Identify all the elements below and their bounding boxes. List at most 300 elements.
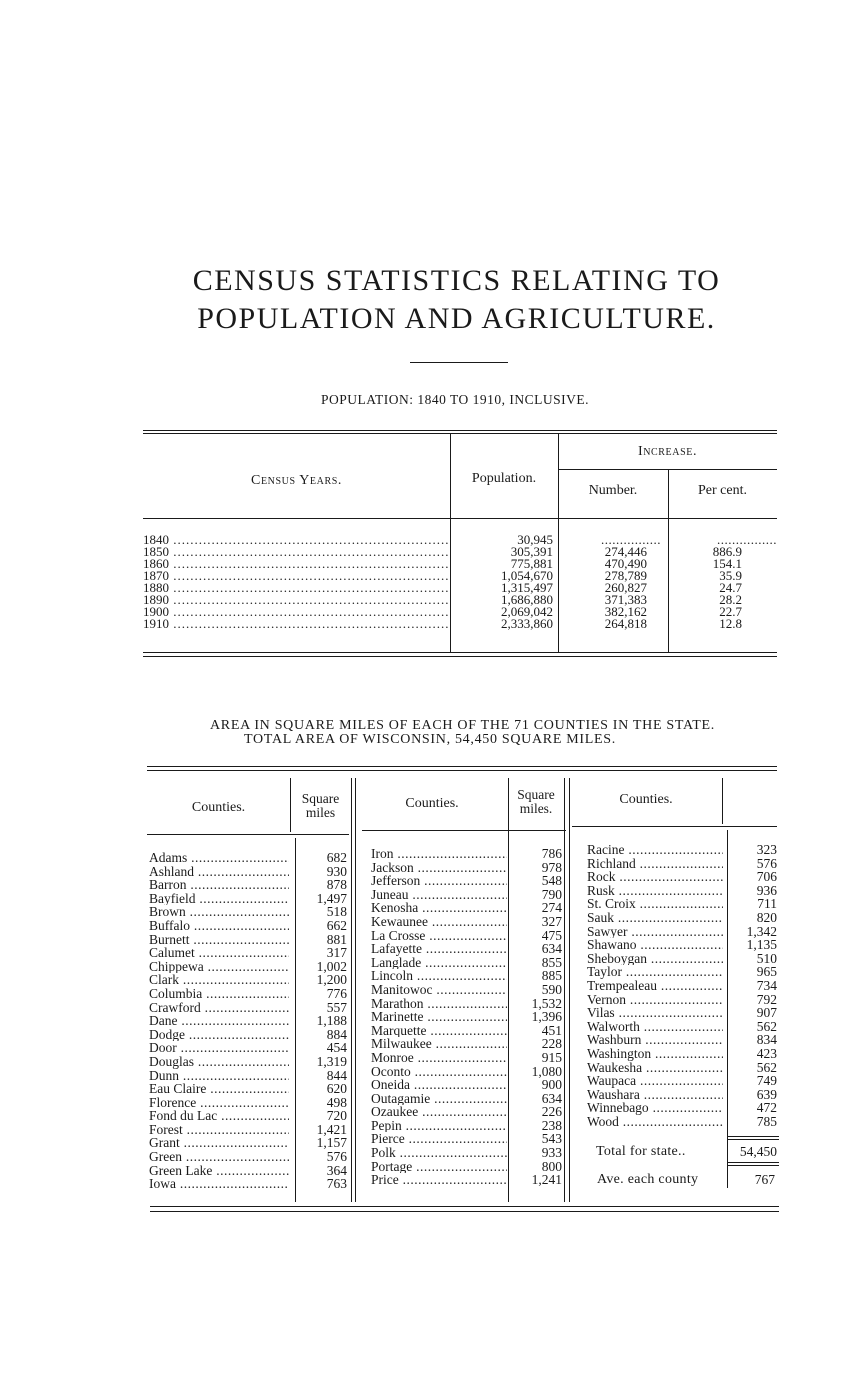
table-row <box>149 905 347 919</box>
table-row <box>587 1033 777 1047</box>
percent-cell: 24.7 <box>719 580 742 595</box>
table-row <box>371 969 562 983</box>
county-area: 907 <box>756 1005 777 1021</box>
table-row <box>371 1065 562 1079</box>
population-cell: 30,945 <box>517 532 553 547</box>
county-name: Lafayette ..... <box>371 942 507 956</box>
table-row <box>149 1109 347 1123</box>
table-row <box>149 865 347 879</box>
county-area: 711 <box>757 896 777 912</box>
county-area: 1,135 <box>746 937 777 953</box>
county-area: 639 <box>756 1086 777 1102</box>
table-row <box>143 534 777 546</box>
county-name: Oconto ..... <box>371 1065 507 1079</box>
col-counties-1: Counties. <box>191 800 246 815</box>
number-cell: 264,818 <box>604 616 647 631</box>
population-cell: 2,333,860 <box>501 616 553 631</box>
table-row <box>371 997 562 1011</box>
average-value: 767 <box>754 1172 775 1187</box>
table-row <box>371 1132 562 1146</box>
county-area: 786 <box>541 846 562 861</box>
table-row <box>587 1061 777 1075</box>
county-name: La Crosse ..... <box>371 929 507 943</box>
area-div-4 <box>564 778 565 1202</box>
county-area: 706 <box>756 869 777 885</box>
county-name: Sauk ..... <box>587 911 723 925</box>
county-name: Brown ..... <box>149 905 289 919</box>
table-row <box>149 1055 347 1069</box>
county-area: 327 <box>541 913 562 929</box>
table-row <box>143 594 777 606</box>
table-row <box>149 851 347 865</box>
table-row <box>371 1024 562 1038</box>
table-row <box>587 870 777 884</box>
area-div-4b <box>569 778 570 1202</box>
table-row <box>371 1051 562 1065</box>
county-name: Marathon ..... <box>371 997 507 1011</box>
area-bottom-rule-2 <box>150 1211 779 1212</box>
county-area: 749 <box>756 1073 777 1089</box>
population-heading: POPULATION: 1840 TO 1910, INCLUSIVE. <box>320 392 589 407</box>
county-area: 1,241 <box>531 1172 562 1188</box>
county-area: 820 <box>756 909 777 925</box>
percent-cell: 886.9 <box>712 544 742 559</box>
col-sqmi-1a: Square <box>301 791 340 806</box>
area-div-2 <box>351 778 352 1202</box>
table-row <box>587 1088 777 1102</box>
page-title-line1: CENSUS STATISTICS RELATING TO <box>192 264 721 297</box>
table-row <box>371 1078 562 1092</box>
table-row <box>143 582 777 594</box>
number-cell: 371,383 <box>604 592 647 607</box>
table-row <box>149 960 347 974</box>
population-cell: 305,391 <box>510 544 553 559</box>
county-name: Pepin ..... <box>371 1119 507 1133</box>
county-area: 576 <box>326 1149 347 1165</box>
county-area: 792 <box>756 991 777 1007</box>
table-row <box>149 1123 347 1137</box>
county-name: Ozaukee ..... <box>371 1105 507 1119</box>
number-cell: ................ <box>601 532 661 547</box>
pop-top-rule-2 <box>143 433 777 434</box>
county-name: Eau Claire ..... <box>149 1082 289 1096</box>
county-area: 228 <box>541 1036 562 1052</box>
county-name: Price ..... <box>371 1173 507 1187</box>
table-row <box>371 847 562 861</box>
county-name: Grant ..... <box>149 1136 289 1150</box>
county-name: Dodge ..... <box>149 1028 289 1042</box>
table-row <box>371 983 562 997</box>
county-area: 763 <box>326 1176 347 1192</box>
table-row <box>371 1146 562 1160</box>
county-name: Calumet ..... <box>149 946 289 960</box>
county-name: Chippewa ..... <box>149 960 289 974</box>
area-column-2 <box>371 847 562 1187</box>
county-area: 933 <box>541 1145 562 1161</box>
county-name: Kenosha ..... <box>371 901 507 915</box>
table-row <box>143 558 777 570</box>
population-cell: 1,686,880 <box>501 592 553 607</box>
table-row <box>143 546 777 558</box>
table-row <box>371 1105 562 1119</box>
table-row <box>149 1001 347 1015</box>
table-row <box>149 1096 347 1110</box>
county-area: 1,396 <box>531 1009 562 1025</box>
table-row <box>149 1082 347 1096</box>
county-name: Sawyer ..... <box>587 925 723 939</box>
county-area: 472 <box>756 1100 777 1116</box>
county-name: Oneida ..... <box>371 1078 507 1092</box>
pop-bottom-rule-2 <box>143 656 777 657</box>
table-row <box>149 1041 347 1055</box>
table-row <box>149 919 347 933</box>
county-name: Pierce ..... <box>371 1132 507 1146</box>
county-name: Portage ..... <box>371 1160 507 1174</box>
population-cell: 1,315,497 <box>501 580 553 595</box>
table-row <box>587 1115 777 1129</box>
col-census-years: Census Years. <box>251 473 342 488</box>
col-sqmi-2a: Square <box>517 787 555 802</box>
county-name: Iron ..... <box>371 847 507 861</box>
county-area: 562 <box>756 1018 777 1034</box>
county-name: Marquette ..... <box>371 1024 507 1038</box>
table-row <box>371 956 562 970</box>
table-row <box>149 987 347 1001</box>
county-area: 855 <box>541 954 562 970</box>
table-row <box>143 618 777 630</box>
table-row <box>149 1136 347 1150</box>
county-area: 518 <box>326 904 347 920</box>
average-label: Ave. each county <box>597 1172 699 1187</box>
table-row <box>587 911 777 925</box>
county-area: 800 <box>541 1158 562 1174</box>
table-row <box>371 901 562 915</box>
increase-underline <box>558 469 777 470</box>
title-divider <box>410 362 508 363</box>
county-area: 557 <box>326 999 347 1015</box>
county-area: 634 <box>541 941 562 957</box>
col-percent: Per cent. <box>698 483 747 498</box>
county-name: Kewaunee ..... <box>371 915 507 929</box>
percent-cell: 22.7 <box>719 604 742 619</box>
county-name: Barron ..... <box>149 878 289 892</box>
county-name: Winnebago ..... <box>587 1101 723 1115</box>
county-name: Rock ..... <box>587 870 723 884</box>
county-area: 620 <box>326 1081 347 1097</box>
number-cell: 274,446 <box>604 544 647 559</box>
county-name: Outagamie ..... <box>371 1092 507 1106</box>
county-name: Columbia ..... <box>149 987 289 1001</box>
table-row <box>587 1074 777 1088</box>
county-name: Vilas ..... <box>587 1006 723 1020</box>
table-row <box>371 1173 562 1187</box>
table-row <box>149 973 347 987</box>
col-sqmi-1b: miles <box>305 805 336 820</box>
county-area: 785 <box>756 1113 777 1129</box>
area-header-rule-2 <box>362 830 566 831</box>
area-heading-1: AREA IN SQUARE MILES OF EACH OF THE 71 COUNTIES IN THE STATE. <box>209 718 715 733</box>
county-name: Washburn ..... <box>587 1033 723 1047</box>
county-name: Green Lake ..... <box>149 1164 289 1178</box>
county-area: 720 <box>326 1108 347 1124</box>
county-area: 834 <box>756 1032 777 1048</box>
table-row <box>149 1150 347 1164</box>
county-area: 734 <box>756 977 777 993</box>
table-row <box>371 942 562 956</box>
avg-top-rule-2 <box>727 1165 779 1166</box>
table-row <box>371 1092 562 1106</box>
percent-cell: ................ <box>717 532 777 547</box>
county-area: 475 <box>541 927 562 943</box>
county-name: Buffalo ..... <box>149 919 289 933</box>
county-name: Walworth ..... <box>587 1020 723 1034</box>
col-increase: Increase. <box>637 444 698 459</box>
county-area: 1,319 <box>316 1053 347 1069</box>
table-row <box>587 1020 777 1034</box>
county-name: Polk ..... <box>371 1146 507 1160</box>
county-name: Juneau ..... <box>371 888 507 902</box>
total-label: Total for state.. <box>596 1144 686 1159</box>
county-name: Wood ..... <box>587 1115 723 1129</box>
table-row <box>149 946 347 960</box>
area-heading-2: TOTAL AREA OF WISCONSIN, 54,450 SQUARE MILES. <box>244 732 616 747</box>
county-area: 936 <box>756 882 777 898</box>
county-area: 885 <box>541 968 562 984</box>
county-area: 634 <box>541 1090 562 1106</box>
table-row <box>587 952 777 966</box>
total-top-rule <box>727 1136 779 1137</box>
year-cell: 1860 ..... <box>143 558 450 570</box>
county-name: Vernon ..... <box>587 993 723 1007</box>
table-row <box>371 929 562 943</box>
table-row <box>587 993 777 1007</box>
percent-cell: 154.1 <box>712 556 742 571</box>
area-bottom-rule <box>150 1206 779 1207</box>
population-cell: 2,069,042 <box>501 604 553 619</box>
total-value: 54,450 <box>739 1144 777 1159</box>
col-sqmi-2b: miles. <box>519 801 553 816</box>
table-row <box>371 1037 562 1051</box>
county-area: 662 <box>326 917 347 933</box>
county-area: 590 <box>541 981 562 997</box>
county-area: 498 <box>326 1094 347 1110</box>
county-area: 1,002 <box>316 958 347 974</box>
county-area: 900 <box>541 1077 562 1093</box>
county-area: 543 <box>541 1131 562 1147</box>
county-name: Racine ..... <box>587 843 723 857</box>
table-row <box>371 1010 562 1024</box>
table-row <box>587 843 777 857</box>
county-name: Waushara ..... <box>587 1088 723 1102</box>
table-row <box>149 1069 347 1083</box>
county-area: 878 <box>326 877 347 893</box>
county-name: Door ..... <box>149 1041 289 1055</box>
table-row <box>149 933 347 947</box>
table-row <box>149 1177 347 1191</box>
county-name: Iowa ..... <box>149 1177 289 1191</box>
county-area: 881 <box>326 931 347 947</box>
number-cell: 470,490 <box>604 556 647 571</box>
county-area: 317 <box>326 945 347 961</box>
table-row <box>371 861 562 875</box>
table-row <box>587 1006 777 1020</box>
population-cell: 1,054,670 <box>501 568 553 583</box>
table-row <box>587 925 777 939</box>
year-cell: 1900 ..... <box>143 606 450 618</box>
page-title-line2: POPULATION AND AGRICULTURE. <box>197 302 716 335</box>
year-cell: 1870 ..... <box>143 570 450 582</box>
county-name: Forest ..... <box>149 1123 289 1137</box>
pop-top-rule <box>143 430 777 431</box>
county-name: Waupaca ..... <box>587 1074 723 1088</box>
year-cell: 1850 ..... <box>143 546 450 558</box>
county-name: Crawford ..... <box>149 1001 289 1015</box>
table-row <box>143 606 777 618</box>
table-row <box>143 570 777 582</box>
avg-top-rule <box>727 1162 779 1163</box>
county-name: Jefferson ..... <box>371 874 507 888</box>
year-cell: 1890 ..... <box>143 594 450 606</box>
col-counties-2: Counties. <box>405 796 459 811</box>
county-area: 884 <box>326 1026 347 1042</box>
county-name: Adams ..... <box>149 851 289 865</box>
table-row <box>371 1160 562 1174</box>
area-top-rule <box>147 766 777 767</box>
pop-header-rule <box>143 518 777 519</box>
county-name: Richland ..... <box>587 857 723 871</box>
table-row <box>587 897 777 911</box>
county-area: 510 <box>756 950 777 966</box>
county-name: Dane ..... <box>149 1014 289 1028</box>
county-area: 548 <box>541 873 562 889</box>
county-name: Rusk ..... <box>587 884 723 898</box>
table-row <box>149 1028 347 1042</box>
table-row <box>371 915 562 929</box>
number-cell: 278,789 <box>604 568 647 583</box>
area-column-1 <box>149 851 347 1191</box>
county-name: Dunn ..... <box>149 1069 289 1083</box>
col-population: Population. <box>471 471 537 486</box>
county-area: 238 <box>541 1117 562 1133</box>
table-row <box>587 979 777 993</box>
county-name: Monroe ..... <box>371 1051 507 1065</box>
county-name: Washington ..... <box>587 1047 723 1061</box>
county-name: Jackson ..... <box>371 861 507 875</box>
col-counties-3: Counties. <box>619 792 673 807</box>
percent-cell: 35.9 <box>719 568 742 583</box>
area-column-3 <box>587 843 777 1128</box>
county-area: 423 <box>756 1045 777 1061</box>
number-cell: 260,827 <box>604 580 647 595</box>
county-area: 323 <box>756 842 777 857</box>
county-name: Manitowoc ..... <box>371 983 507 997</box>
county-area: 364 <box>326 1162 347 1178</box>
county-name: Clark ..... <box>149 973 289 987</box>
area-div-2b <box>355 778 356 1202</box>
county-area: 226 <box>541 1104 562 1120</box>
county-name: St. Croix ..... <box>587 897 723 911</box>
county-area: 1,200 <box>316 972 347 988</box>
table-row <box>587 965 777 979</box>
county-name: Bayfield ..... <box>149 892 289 906</box>
population-table <box>143 534 777 630</box>
table-row <box>149 878 347 892</box>
area-header-rule-1 <box>147 834 349 835</box>
area-hdr-div-5 <box>722 778 723 824</box>
county-name: Douglas ..... <box>149 1055 289 1069</box>
table-row <box>149 1014 347 1028</box>
county-name: Taylor ..... <box>587 965 723 979</box>
county-area: 451 <box>541 1022 562 1038</box>
county-area: 576 <box>756 855 777 871</box>
total-top-rule-2 <box>727 1139 779 1140</box>
table-row <box>371 1119 562 1133</box>
county-area: 776 <box>326 985 347 1001</box>
county-area: 562 <box>756 1059 777 1075</box>
county-area: 1,080 <box>531 1063 562 1079</box>
table-row <box>587 884 777 898</box>
county-area: 1,421 <box>316 1121 347 1137</box>
table-row <box>149 1164 347 1178</box>
table-row <box>587 938 777 952</box>
county-name: Trempealeau ..... <box>587 979 723 993</box>
county-area: 930 <box>326 863 347 879</box>
col-number: Number. <box>588 483 638 498</box>
pop-bottom-rule <box>143 652 777 653</box>
county-area: 1,497 <box>316 890 347 906</box>
county-area: 1,342 <box>746 923 777 939</box>
year-cell: 1880 ..... <box>143 582 450 594</box>
county-name: Fond du Lac ..... <box>149 1109 289 1123</box>
county-area: 682 <box>326 850 347 865</box>
county-name: Ashland ..... <box>149 865 289 879</box>
table-row <box>371 888 562 902</box>
county-area: 1,188 <box>316 1013 347 1029</box>
county-name: Sheboygan ..... <box>587 952 723 966</box>
area-top-rule-2 <box>147 770 777 771</box>
table-row <box>587 857 777 871</box>
table-row <box>371 874 562 888</box>
number-cell: 382,162 <box>604 604 647 619</box>
county-name: Florence ..... <box>149 1096 289 1110</box>
county-name: Lincoln ..... <box>371 969 507 983</box>
county-name: Langlade ..... <box>371 956 507 970</box>
county-area: 790 <box>541 886 562 902</box>
county-name: Waukesha ..... <box>587 1061 723 1075</box>
county-area: 965 <box>756 964 777 980</box>
table-row <box>587 1101 777 1115</box>
county-area: 454 <box>326 1040 347 1056</box>
percent-cell: 12.8 <box>719 616 742 631</box>
county-area: 274 <box>541 900 562 916</box>
county-name: Marinette ..... <box>371 1010 507 1024</box>
population-cell: 775,881 <box>510 556 553 571</box>
county-area: 915 <box>541 1049 562 1065</box>
county-area: 844 <box>326 1067 347 1083</box>
county-name: Green ..... <box>149 1150 289 1164</box>
county-area: 1,157 <box>316 1135 347 1151</box>
county-name: Burnett ..... <box>149 933 289 947</box>
table-row <box>587 1047 777 1061</box>
county-name: Milwaukee ..... <box>371 1037 507 1051</box>
year-cell: 1840 ..... <box>143 534 450 546</box>
county-area: 1,532 <box>531 995 562 1011</box>
table-row <box>149 892 347 906</box>
county-name: Shawano ..... <box>587 938 723 952</box>
area-header-rule-3 <box>572 826 777 827</box>
year-cell: 1910 ..... <box>143 618 450 630</box>
county-area: 978 <box>541 859 562 875</box>
